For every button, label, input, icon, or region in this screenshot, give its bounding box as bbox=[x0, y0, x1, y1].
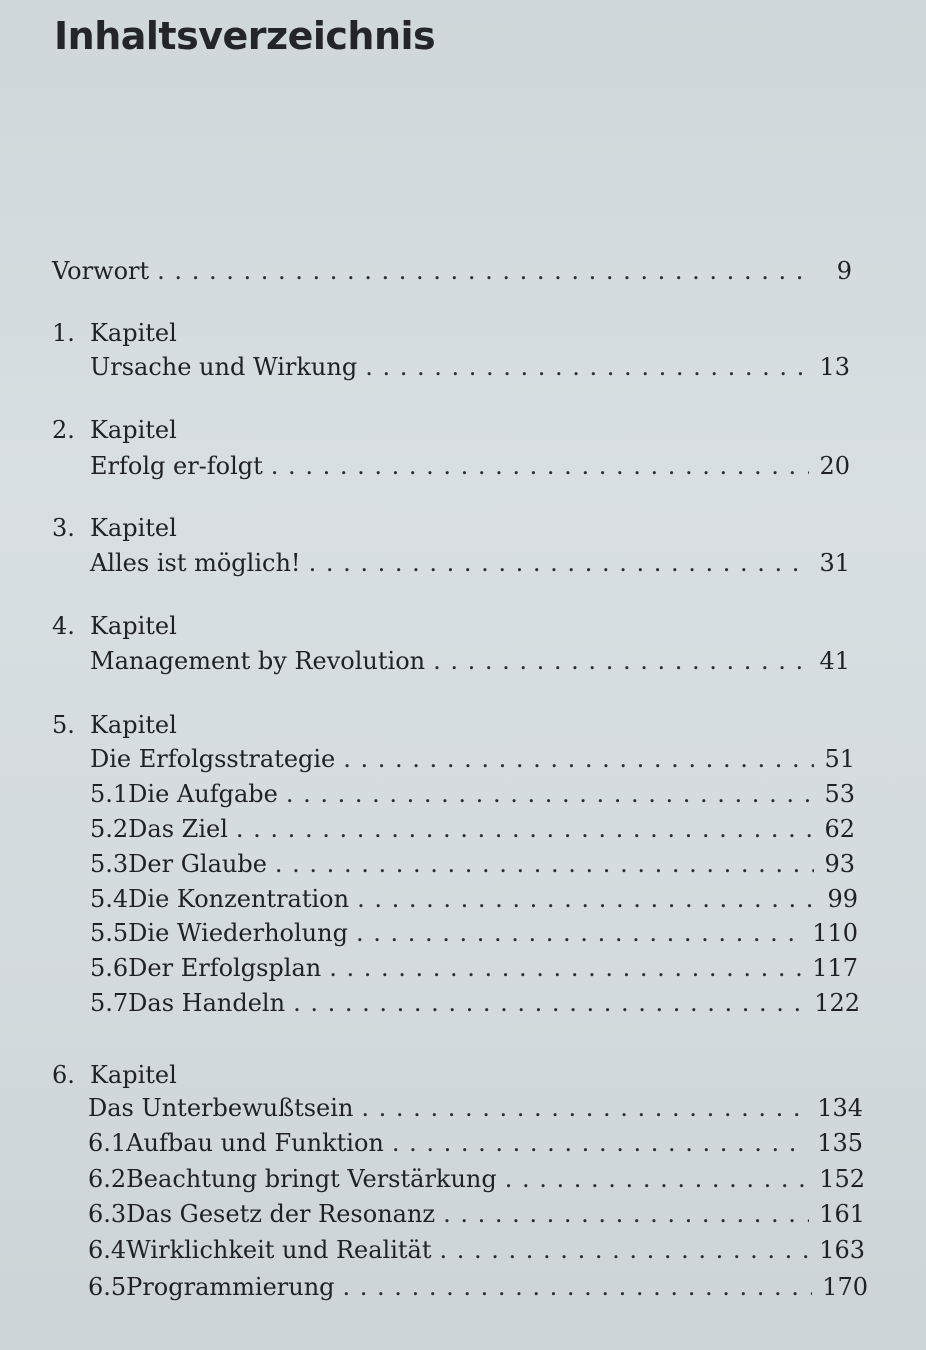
toc-entry-chapter-1 bbox=[90, 350, 850, 384]
entry-title: Vorwort bbox=[52, 257, 150, 285]
entry-title: Der Glaube bbox=[128, 850, 267, 878]
chapter-number: 5. bbox=[52, 711, 75, 739]
toc-entry-section-6-2 bbox=[88, 1162, 865, 1196]
chapter-label: Kapitel bbox=[90, 612, 177, 640]
toc-entry-section-6-3 bbox=[88, 1197, 865, 1231]
section-number: 5.6 bbox=[90, 954, 129, 982]
dot-leader bbox=[293, 986, 804, 1020]
chapter-number: 3. bbox=[52, 514, 75, 542]
entry-title: Alles ist möglich! bbox=[90, 549, 301, 577]
section-number: 5.3 bbox=[90, 850, 129, 878]
entry-title: Erfolg er-folgt bbox=[90, 452, 263, 480]
entry-page: 13 bbox=[819, 353, 850, 381]
dot-leader bbox=[157, 254, 814, 288]
chapter-label: Kapitel bbox=[90, 319, 177, 347]
dot-leader bbox=[275, 847, 815, 881]
toc-entry-vorwort bbox=[52, 254, 852, 288]
chapter-label: Kapitel bbox=[90, 416, 177, 444]
chapter-label: Kapitel bbox=[90, 711, 177, 739]
toc-entry-section-5-7 bbox=[90, 986, 860, 1020]
entry-title: Das Gesetz der Resonanz bbox=[126, 1200, 436, 1228]
entry-page: 62 bbox=[824, 815, 855, 843]
entry-title: Die Wiederholung bbox=[128, 919, 348, 947]
entry-page: 51 bbox=[824, 745, 855, 773]
toc-entry-section-5-1 bbox=[90, 777, 855, 811]
dot-leader bbox=[343, 742, 814, 776]
dot-leader bbox=[343, 1270, 813, 1304]
dot-leader bbox=[392, 1126, 807, 1160]
toc-entry-section-6-4 bbox=[88, 1233, 865, 1267]
entry-title: Die Erfolgsstrategie bbox=[90, 745, 336, 773]
section-number: 5.4 bbox=[90, 885, 129, 913]
toc-entry-section-5-2 bbox=[90, 812, 855, 846]
entry-title: Die Konzentration bbox=[128, 885, 350, 913]
dot-leader bbox=[440, 1233, 810, 1267]
chapter-number: 2. bbox=[52, 416, 75, 444]
dot-leader bbox=[433, 644, 809, 678]
dot-leader bbox=[357, 882, 817, 916]
entry-title: Der Erfolgsplan bbox=[128, 954, 322, 982]
dot-leader bbox=[365, 350, 809, 384]
dot-leader bbox=[329, 951, 802, 985]
entry-page: 152 bbox=[819, 1165, 865, 1193]
dot-leader bbox=[309, 546, 810, 580]
entry-title: Ursache und Wirkung bbox=[90, 353, 358, 381]
section-number: 6.2 bbox=[88, 1165, 127, 1193]
dot-leader bbox=[443, 1197, 809, 1231]
entry-page: 31 bbox=[819, 549, 850, 577]
dot-leader bbox=[356, 916, 802, 950]
section-number: 6.4 bbox=[88, 1236, 127, 1264]
dot-leader bbox=[361, 1091, 807, 1125]
entry-page: 99 bbox=[827, 885, 858, 913]
toc-entry-chapter-2 bbox=[90, 449, 850, 483]
chapter-label: Kapitel bbox=[90, 514, 177, 542]
chapter-heading-3 bbox=[52, 511, 852, 545]
section-number: 6.1 bbox=[88, 1129, 127, 1157]
entry-page: 9 bbox=[836, 257, 852, 285]
chapter-number: 4. bbox=[52, 612, 75, 640]
entry-title: Das Unterbewußtsein bbox=[88, 1094, 354, 1122]
toc-entry-section-5-4 bbox=[90, 882, 858, 916]
section-number: 6.5 bbox=[88, 1273, 127, 1301]
dot-leader bbox=[505, 1162, 809, 1196]
entry-page: 41 bbox=[819, 647, 850, 675]
toc-entry-section-6-5 bbox=[88, 1270, 868, 1304]
section-number: 5.1 bbox=[90, 780, 129, 808]
chapter-heading-6 bbox=[52, 1058, 852, 1092]
chapter-number: 6. bbox=[52, 1061, 75, 1089]
entry-title: Die Aufgabe bbox=[128, 780, 278, 808]
entry-page: 110 bbox=[812, 919, 858, 947]
page-title: Inhaltsverzeichnis bbox=[54, 14, 436, 58]
entry-page: 122 bbox=[814, 989, 860, 1017]
toc-entry-chapter-5 bbox=[90, 742, 855, 776]
section-number: 5.5 bbox=[90, 919, 129, 947]
section-number: 5.7 bbox=[90, 989, 129, 1017]
entry-page: 170 bbox=[822, 1273, 868, 1301]
entry-page: 93 bbox=[824, 850, 855, 878]
section-number: 6.3 bbox=[88, 1200, 127, 1228]
dot-leader bbox=[236, 812, 815, 846]
dot-leader bbox=[271, 449, 810, 483]
entry-title: Das Ziel bbox=[128, 815, 228, 843]
toc-entry-section-6-1 bbox=[88, 1126, 863, 1160]
toc-entry-chapter-3 bbox=[90, 546, 850, 580]
toc-entry-chapter-6 bbox=[88, 1091, 863, 1125]
entry-title: Beachtung bringt Verstärkung bbox=[126, 1165, 497, 1193]
chapter-heading-2 bbox=[52, 413, 852, 447]
entry-title: Management by Revolution bbox=[90, 647, 426, 675]
entry-title: Wirklichkeit und Realität bbox=[126, 1236, 432, 1264]
entry-page: 117 bbox=[812, 954, 858, 982]
entry-title: Programmierung bbox=[126, 1273, 335, 1301]
entry-page: 135 bbox=[817, 1129, 863, 1157]
toc-entry-section-5-3 bbox=[90, 847, 855, 881]
entry-title: Aufbau und Funktion bbox=[126, 1129, 384, 1157]
chapter-heading-5 bbox=[52, 708, 852, 742]
toc-entry-chapter-4 bbox=[90, 644, 850, 678]
entry-title: Das Handeln bbox=[128, 989, 286, 1017]
entry-page: 53 bbox=[824, 780, 855, 808]
entry-page: 163 bbox=[819, 1236, 865, 1264]
chapter-number: 1. bbox=[52, 319, 75, 347]
toc-entry-section-5-6 bbox=[90, 951, 858, 985]
entry-page: 20 bbox=[819, 452, 850, 480]
entry-page: 134 bbox=[817, 1094, 863, 1122]
section-number: 5.2 bbox=[90, 815, 129, 843]
dot-leader bbox=[286, 777, 815, 811]
toc-entry-section-5-5 bbox=[90, 916, 858, 950]
chapter-label: Kapitel bbox=[90, 1061, 177, 1089]
entry-page: 161 bbox=[819, 1200, 865, 1228]
chapter-heading-4 bbox=[52, 609, 852, 643]
chapter-heading-1 bbox=[52, 316, 852, 350]
